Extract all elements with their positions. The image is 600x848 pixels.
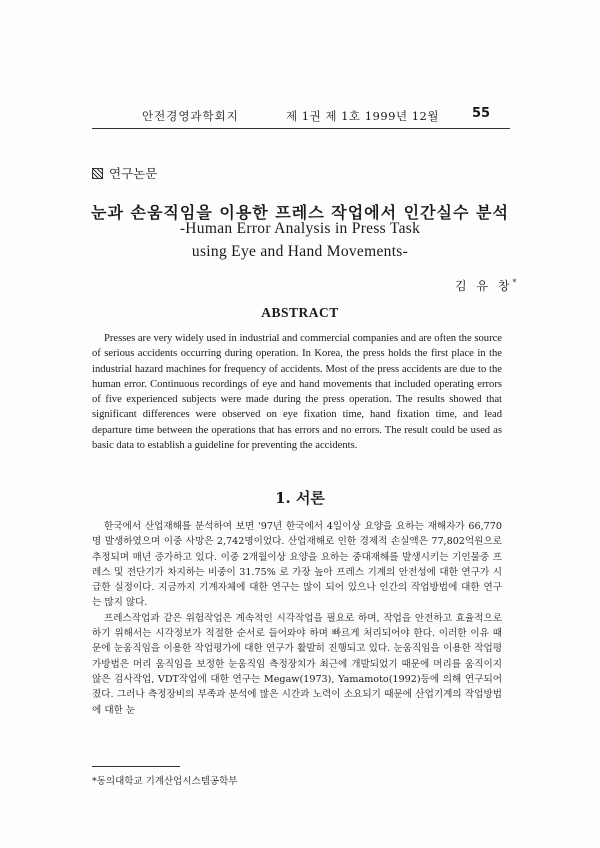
section-heading-introduction: 1. 서론 — [275, 489, 325, 507]
abstract-heading: ABSTRACT — [261, 305, 339, 320]
title-english-line1: -Human Error Analysis in Press Task — [179, 220, 421, 237]
author — [455, 277, 516, 294]
header-rule — [92, 128, 510, 129]
abstract-text: Presses are very widely used in industrial and commercial companies and are often the source of serious accidents occurring during operation. In Korea, the press holds the first place in the industrial hazard machines for frequency of accidents. Most of the press accidents are due to the human error. Continuous recordings of eye and hand movements that included operating errors of five experienced subjects were made during the press operation. The results showed that significant differences were observed on eye fixation time, hand fixation time, and lead departure time between the operations that has errors and no errors. The result could be used as basic data to establish a guideline for preventing the accidents. — [92, 333, 502, 452]
paragraph: 프레스작업과 같은 위험작업은 계속적인 시각작업을 필요로 하며, 작업을 안전하고 효율적으로 하기 위해서는 시각정보가 적절한 순서로 들어와야 하며 빠르게 처리되어야 한다. 이러한 이유 때문에 눈움직임을 이용한 작업평가에 대한 연구가 활발히 진행되고 있다. 눈움직임을 이용한 작업평가방법은 머리 움직임을 보정한 눈움직임 측정장치가 최근에 개발되었기 때문에 머리를 움직이지 않은 검사작업, VDT작업에 대한 연구는 Megaw(1973), Yamamoto(1992)등에 의해 연구되어 졌다. 그러나 측정장비의 부족과 분석에 많은 시간과 노력이 소요되기 때문에 산업기계의 작업방법에 대한 눈 — [92, 612, 502, 716]
hatched-square-icon — [92, 168, 103, 179]
introduction-body — [92, 519, 502, 718]
section-label-text: 연구논문 — [109, 166, 158, 181]
abstract-body — [92, 331, 502, 453]
author-mark: * — [512, 278, 517, 287]
author-name: 김 유 창 — [455, 279, 513, 293]
footnote-rule — [92, 766, 180, 767]
section-label — [92, 164, 157, 182]
title-korean: 눈과 손움직임을 이용한 프레스 작업에서 인간실수 분석 — [91, 203, 509, 222]
page-number: 55 — [472, 106, 491, 121]
paragraph: 한국에서 산업재해를 분석하여 보면 '97년 한국에서 4일이상 요양을 요하는 재해자가 66,770명 발생하였으며 이중 사망은 2,742명이었다. 산업재해로 인한 경제적 손실액은 77,802억원으로 추정되며 매년 증가하고 있다. 이중 2개월이상 요양을 요하는 중대재해를 발생시키는 기인물중 프레스 및 전단기가 차지하는 비중이 31.75% 로 가장 높아 프레스 기계의 안전성에 대한 연구가 시급한 실정이다. 지금까지 기계자체에 대한 연구는 많이 되어 있으나 인간의 작업방법에 대한 연구는 많지 않다. — [92, 521, 502, 609]
title-english-line2: using Eye and Hand Movements- — [191, 243, 409, 260]
footnote: *동의대학교 기계산업시스템공학부 — [92, 776, 238, 787]
volume-issue: 제 1권 제 1호 1999년 12월 — [286, 109, 439, 123]
journal-name: 안전경영과학회지 — [142, 109, 239, 123]
